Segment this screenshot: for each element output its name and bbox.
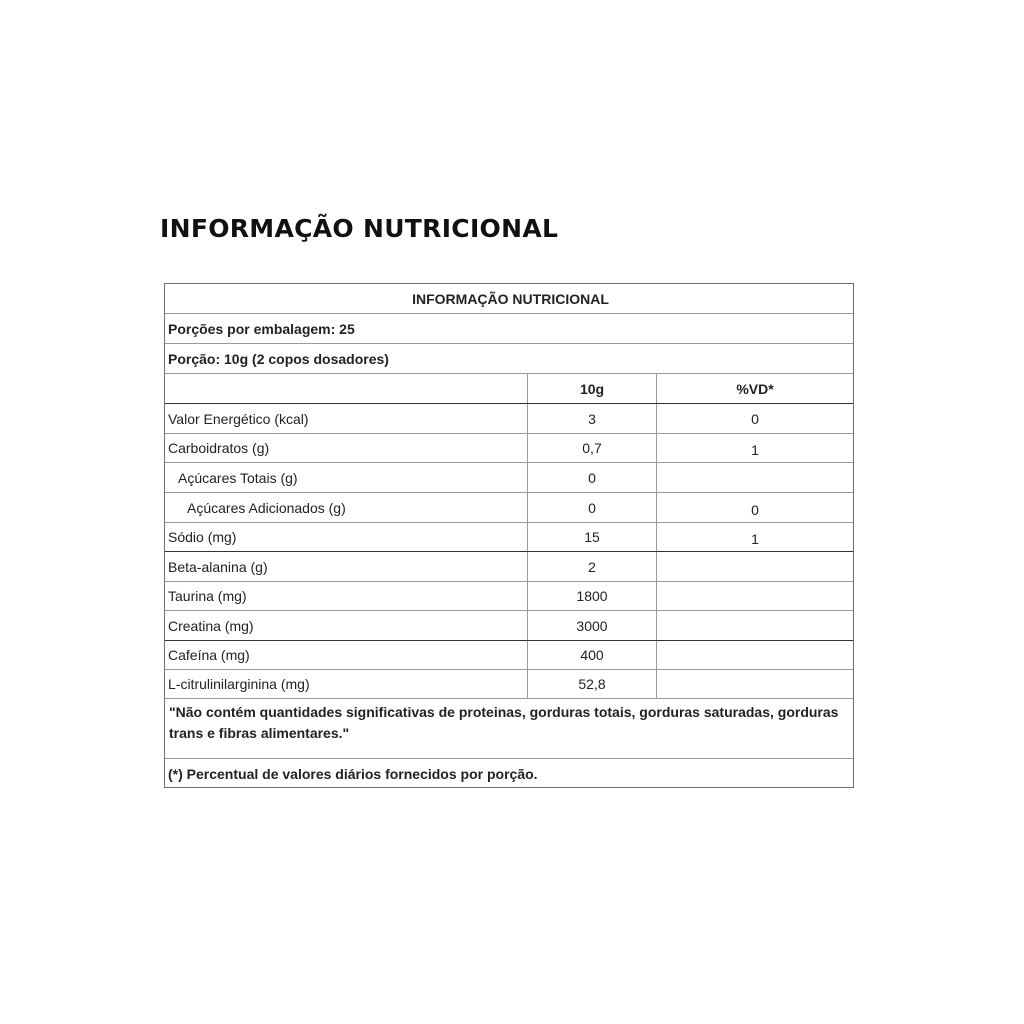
nutrient-daily-value [657,670,853,698]
table-row [165,611,853,641]
nutrient-name: Açúcares Totais (g) [165,463,528,492]
nutrient-name: L-citrulinilarginina (mg) [165,670,528,698]
nutrient-quantity: 3000 [528,611,657,640]
table-title-row [165,284,853,314]
column-header-row [165,374,853,404]
table-row [165,404,853,434]
table-row [165,523,853,552]
nutrient-quantity: 2 [528,552,657,581]
table-row [165,552,853,582]
nutrient-name: Taurina (mg) [165,582,528,610]
table-row [165,434,853,463]
nutrient-daily-value: 1 [751,531,759,547]
nutrient-name: Creatina (mg) [165,611,528,640]
daily-value-footnote: (*) Percentual de valores diários fornecidos por porção. [168,765,538,782]
table-row [165,493,853,523]
nutrient-name: Beta-alanina (g) [165,552,528,581]
nutrient-quantity: 15 [528,523,657,551]
nutrition-facts-table [164,283,854,788]
nutrient-quantity: 3 [528,404,657,433]
nutrient-quantity: 52,8 [528,670,657,698]
nutrient-daily-value [657,611,853,640]
page-heading: INFORMAÇÃO NUTRICIONAL [160,214,559,243]
column-header-daily-value: %VD* [736,380,774,397]
table-row [165,463,853,493]
nutrient-daily-value [657,552,853,581]
note-row [165,699,853,759]
column-header-quantity: 10g [528,374,657,403]
servings-row [165,314,853,344]
nutrient-quantity: 1800 [528,582,657,610]
nutrient-name: Açúcares Adicionados (g) [165,493,528,522]
footnote-row [165,759,853,788]
nutrient-quantity: 0 [528,463,657,492]
serving-size: Porção: 10g (2 copos dosadores) [168,350,389,367]
servings-per-package: Porções por embalagem: 25 [168,320,355,337]
table-title: INFORMAÇÃO NUTRICIONAL [412,290,609,307]
table-row [165,670,853,699]
nutrient-name: Cafeína (mg) [165,641,528,669]
column-header-label [165,374,528,403]
nutrient-quantity: 400 [528,641,657,669]
nutrient-name: Sódio (mg) [165,523,528,551]
nutrition-note: "Não contém quantidades significativas de proteinas, gorduras totais, gorduras saturadas, gorduras trans e fibras alimentares." [169,704,839,741]
nutrient-daily-value: 0 [751,410,759,427]
table-row [165,582,853,611]
nutrient-daily-value: 0 [751,502,759,518]
nutrient-quantity: 0 [528,493,657,522]
nutrient-name: Carboidratos (g) [165,434,528,462]
nutrient-name: Valor Energético (kcal) [165,404,528,433]
serving-size-row [165,344,853,374]
nutrient-daily-value [657,582,853,610]
nutrient-daily-value [657,463,853,492]
table-row [165,641,853,670]
nutrient-daily-value: 1 [751,442,759,458]
nutrient-quantity: 0,7 [528,434,657,462]
nutrient-daily-value [657,641,853,669]
